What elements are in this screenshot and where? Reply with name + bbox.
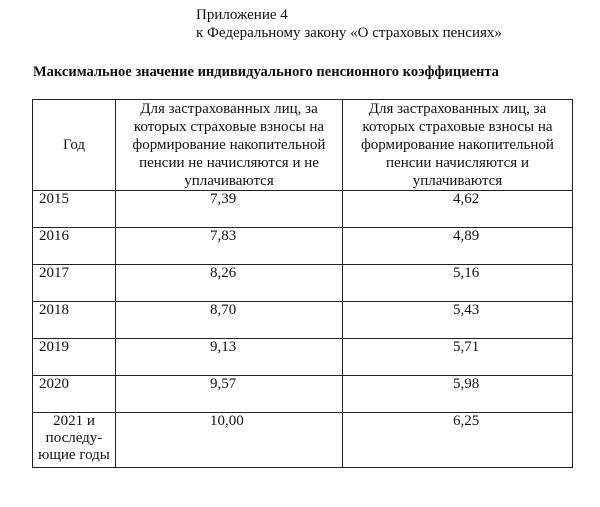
appendix-heading xyxy=(196,6,502,42)
cell-no-contributions: 8,26 xyxy=(116,265,343,302)
cell-year: 2019 xyxy=(33,339,116,376)
header-no-contributions: Для застрахованных лиц, за которых страховые взносы на формирование накопительной пенсии не начисляются и не уплачиваются xyxy=(116,100,343,191)
appendix-law-reference: к Федеральному закону «О страховых пенсиях» xyxy=(196,25,502,41)
cell-with-contributions: 4,62 xyxy=(343,191,573,228)
cell-with-contributions: 5,43 xyxy=(343,302,573,339)
cell-no-contributions: 7,39 xyxy=(116,191,343,228)
cell-year: 2017 xyxy=(33,265,116,302)
cell-with-contributions: 4,89 xyxy=(343,228,573,265)
cell-year: 2018 xyxy=(33,302,116,339)
table-row xyxy=(33,413,573,468)
cell-year: 2020 xyxy=(33,376,116,413)
cell-year: 2021 и последу-ющие годы xyxy=(33,413,116,468)
table-row xyxy=(33,265,573,302)
cell-no-contributions: 7,83 xyxy=(116,228,343,265)
cell-no-contributions: 8,70 xyxy=(116,302,343,339)
header-with-contributions: Для застрахованных лиц, за которых страховые взносы на формирование накопительной пенсии начисляются и уплачиваются xyxy=(343,100,573,191)
table-title: Максимальное значение индивидуального пенсионного коэффициента xyxy=(33,64,499,80)
cell-with-contributions: 5,16 xyxy=(343,265,573,302)
cell-with-contributions: 5,71 xyxy=(343,339,573,376)
table-row xyxy=(33,302,573,339)
cell-year: 2015 xyxy=(33,191,116,228)
table-row xyxy=(33,339,573,376)
cell-with-contributions: 5,98 xyxy=(343,376,573,413)
cell-no-contributions: 9,57 xyxy=(116,376,343,413)
table-row xyxy=(33,191,573,228)
header-year: Год xyxy=(33,100,116,191)
appendix-number: Приложение 4 xyxy=(196,7,288,23)
cell-no-contributions: 9,13 xyxy=(116,339,343,376)
table-row xyxy=(33,228,573,265)
cell-no-contributions: 10,00 xyxy=(116,413,343,468)
cell-year: 2016 xyxy=(33,228,116,265)
table-header-row xyxy=(33,100,573,191)
table-row xyxy=(33,376,573,413)
cell-with-contributions: 6,25 xyxy=(343,413,573,468)
pension-coefficient-table xyxy=(32,99,573,468)
